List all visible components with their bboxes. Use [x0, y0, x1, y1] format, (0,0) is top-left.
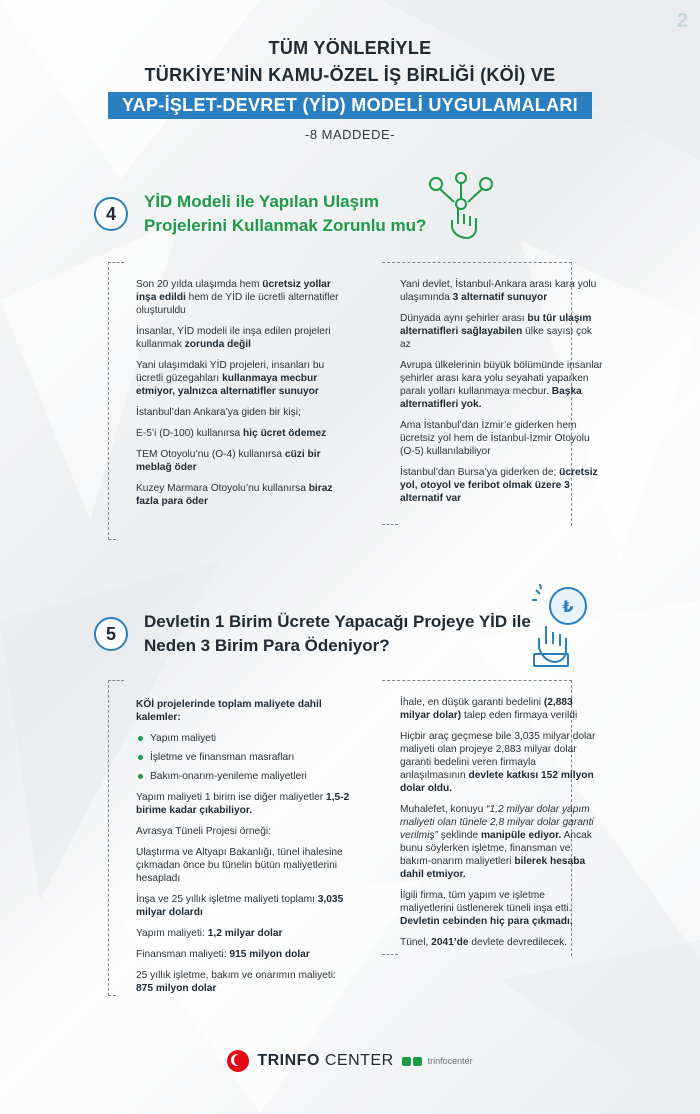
text-run: Avrupa ülkelerinin büyük bölümünde insanlar şehirler arası kara yolu seyahati yaparken paralı yolları kullanmaya mecbur.: [400, 360, 603, 397]
section5-right-paragraph: [400, 803, 600, 881]
text-bold: hiç ücret ödemez: [243, 428, 327, 439]
footer: [0, 1050, 700, 1072]
text-run: Ulaştırma ve Altyapı Bakanlığı, tünel ihalesine çıkmadan önce bu tünelin bütün maliyetlerini hesapladı: [136, 847, 343, 884]
text-bold: 1,5-2 birime kadar çıkabiliyor.: [136, 792, 350, 816]
text-bold: bu tür ulaşım alternatifleri sağlayabilen: [400, 313, 592, 337]
section5-number: 5: [94, 617, 128, 651]
section5-right-column: [400, 696, 600, 957]
section4-left-column: [136, 278, 352, 516]
section4-left-frame-top: [108, 262, 124, 263]
header-line1: TÜM YÖNLERİYLE: [268, 38, 432, 58]
header: [0, 38, 700, 142]
text-run: Yapım maliyeti:: [136, 928, 208, 939]
section5-right-paragraph: [400, 936, 600, 949]
text-bold: bilerek hesaba dahil etmiyor.: [400, 856, 586, 880]
text-run: Finansman maliyeti:: [136, 949, 230, 960]
text-italic: “1,2 milyar dolar yapım maliyeti olan tünele 2,8 milyar dolar garanti verilmiş”: [400, 804, 594, 841]
text-run: 25 yıllık işletme, bakım ve onarımın maliyeti:: [136, 970, 336, 981]
section5-left-paragraph: [136, 893, 350, 919]
turkish-flag-icon: [227, 1050, 249, 1072]
section4-right-paragraph: [400, 359, 604, 411]
social-handle: trinfocenter: [427, 1056, 473, 1066]
text-run: Tünel,: [400, 937, 432, 948]
text-run: ülke sayısı çok az: [400, 326, 592, 350]
section5-title: [144, 610, 531, 658]
section5-left-frame: [108, 680, 116, 996]
text-bold: devlete katkısı 152 milyon dolar oldu.: [400, 770, 594, 794]
hand-coin-lira-icon: [526, 582, 592, 668]
text-run: E-5’i (D-100) kullanırsa: [136, 428, 244, 439]
brand-logo: [257, 1052, 393, 1070]
text-run: İstanbul’dan Ankara’ya giden bir kişi;: [136, 407, 301, 418]
text-run: Hiçbir araç geçmese bile 3,035 milyar dolar maliyeti olan projeye 2,883 milyar dolar garanti bedelini veren firmayla anlaşılmasının: [400, 731, 596, 781]
text-bold: 3,035 milyar dolardı: [136, 894, 344, 918]
section5-right-paragraph: [400, 730, 600, 795]
list-item: Yapım maliyeti: [136, 732, 350, 745]
section4-title-line2: Projelerini Kullanmak Zorunlu mu?: [144, 216, 427, 235]
section5-title-line2: Neden 3 Birim Para Ödeniyor?: [144, 636, 390, 655]
text-bold: zorunda değil: [184, 339, 251, 350]
section4-left-paragraph: [136, 325, 352, 351]
text-run: talep eden firmaya verildi: [461, 710, 578, 721]
page-number: 2: [676, 10, 688, 32]
text-bold: ücretsiz yollar inşa edildi: [136, 279, 331, 303]
section5-left-paragraph: [136, 948, 350, 961]
brand-light: CENTER: [319, 1052, 394, 1069]
section4-number: 4: [94, 197, 128, 231]
section4-left-paragraph: [136, 448, 352, 474]
header-line2: TÜRKİYE’NİN KAMU-ÖZEL İŞ BİRLİĞİ (KÖİ) VE: [144, 65, 556, 85]
brand-bold: TRINFO: [257, 1052, 320, 1069]
section5-right-paragraph: [400, 889, 600, 928]
text-run: Yani ulaşımdaki YİD projeleri, insanları bu ücretli güzegahları: [136, 360, 325, 384]
section4-right-paragraph: [400, 278, 604, 304]
text-bold: manipüle ediyor.: [480, 830, 562, 841]
text-run: Muhalefet, konuyu: [400, 804, 487, 815]
section4-left-frame: [108, 262, 116, 540]
section5-right-frame-bottom: [382, 954, 398, 955]
section5-title-line1: Devletin 1 Birim Ücrete Yapacağı Projeye YİD ile: [144, 612, 531, 631]
text-run: İhale, en düşük garanti bedelini: [400, 697, 544, 708]
section5-left-column: [136, 698, 350, 1003]
section4-left-paragraph: [136, 359, 352, 398]
list-item: İşletme ve finansman masrafları: [136, 751, 350, 764]
section4-left-paragraph: [136, 427, 352, 440]
text-run: İlgili firma, tüm yapım ve işletme maliyetlerini üstlenerek tüneli inşa etti.: [400, 890, 572, 914]
text-bold: biraz fazla para öder: [136, 483, 333, 507]
section5-left-paragraph: [136, 846, 350, 885]
text-bold: 915 milyon dolar: [229, 949, 310, 960]
text-bold: Başka alternatifleri yok.: [400, 386, 582, 410]
text-bold: (2,883 milyar dolar): [400, 697, 573, 721]
text-run: hem de YİD ile ücretli alternatifler oluşturuldu: [136, 292, 339, 316]
text-run: Avrasya Tüneli Projesi örneği:: [136, 826, 271, 837]
cost-items-list: [136, 732, 350, 783]
section5-right-paragraph: [400, 696, 600, 722]
text-run: Kuzey Marmara Otoyolu’nu kullanırsa: [136, 483, 309, 494]
text-bold: ücretsiz yol, otoyol ve feribot olmak üzere 3 alternatif var: [400, 467, 598, 504]
text-run: Son 20 yılda ulaşımda hem: [136, 279, 263, 290]
social-icon: [413, 1057, 422, 1066]
list-item: Bakım-onarım-yenileme maliyetleri: [136, 770, 350, 783]
social-icons: [402, 1057, 422, 1066]
text-run: şeklinde: [437, 830, 481, 841]
section4-left-paragraph: [136, 482, 352, 508]
text-bold: cüzi bir meblağ öder: [136, 449, 321, 473]
section4-right-frame-bottom: [382, 524, 398, 525]
text-bold: 2041’de: [431, 937, 469, 948]
section4-right-paragraph: [400, 312, 604, 351]
section4-right-paragraph: [400, 419, 604, 458]
text-bold: Devletin cebinden hiç para çıkmadı.: [400, 916, 573, 927]
section5-left-paragraph: [136, 969, 350, 995]
text-bold: kullanmaya mecbur etmiyor, yalnızca alternatifler sunuyor: [136, 373, 319, 397]
section4-right-paragraph: [400, 466, 604, 505]
text-run: Ama İstanbul’dan İzmir’e giderken hem ücretsiz yol hem de İstanbul-İzmir Otoyolu (O-5) kullanılabiliyor: [400, 420, 590, 457]
text-run: Ancak bunu söylerken işletme, finansman ve bakım-onarım maliyetleri: [400, 830, 592, 867]
text-run: Yani devlet, İstanbul-Ankara arası kara yolu ulaşımında: [400, 279, 597, 303]
section5-left-frame-top: [108, 680, 124, 681]
svg-text:₺: ₺: [562, 597, 574, 616]
header-subtitle: -8 MADDEDE-: [304, 127, 395, 142]
hand-tap-network-icon: [428, 172, 494, 242]
text-bold: KÖİ projelerinde toplam maliyete dahil kalemler:: [136, 699, 322, 723]
section4-right-column: [400, 278, 604, 513]
section4-title: [144, 190, 426, 238]
section5-left-paragraph: [136, 825, 350, 838]
social-icon: [402, 1057, 411, 1066]
section5-left-paragraph: [136, 927, 350, 940]
text-run: Yapım maliyeti 1 birim ise diğer maliyetler: [136, 792, 327, 803]
text-run: TEM Otoyolu’nu (O-4) kullanırsa: [136, 449, 285, 460]
text-run: İnsanlar, YİD modeli ile inşa edilen projeleri kullanmak: [136, 326, 331, 350]
text-bold: 3 alternatif sunuyor: [452, 292, 548, 303]
text-bold: 875 milyon dolar: [136, 983, 217, 994]
section4-heading: [94, 190, 426, 238]
text-run: İnşa ve 25 yıllık işletme maliyeti toplamı: [136, 894, 318, 905]
header-banner: YAP-İŞLET-DEVRET (YİD) MODELİ UYGULAMALARI: [108, 92, 592, 119]
text-run: Dünyada aynı şehirler arası: [400, 313, 528, 324]
section5-heading: [94, 610, 531, 658]
section5-intro: [136, 698, 350, 724]
text-run: İstanbul’dan Bursa’ya giderken de;: [400, 467, 560, 478]
section4-left-paragraph: [136, 406, 352, 419]
section4-left-paragraph: [136, 278, 352, 317]
section4-title-line1: YİD Modeli ile Yapılan Ulaşım: [144, 192, 379, 211]
text-run: devlete devredilecek.: [468, 937, 568, 948]
text-bold: 1,2 milyar dolar: [207, 928, 283, 939]
section5-left-paragraph: [136, 791, 350, 817]
